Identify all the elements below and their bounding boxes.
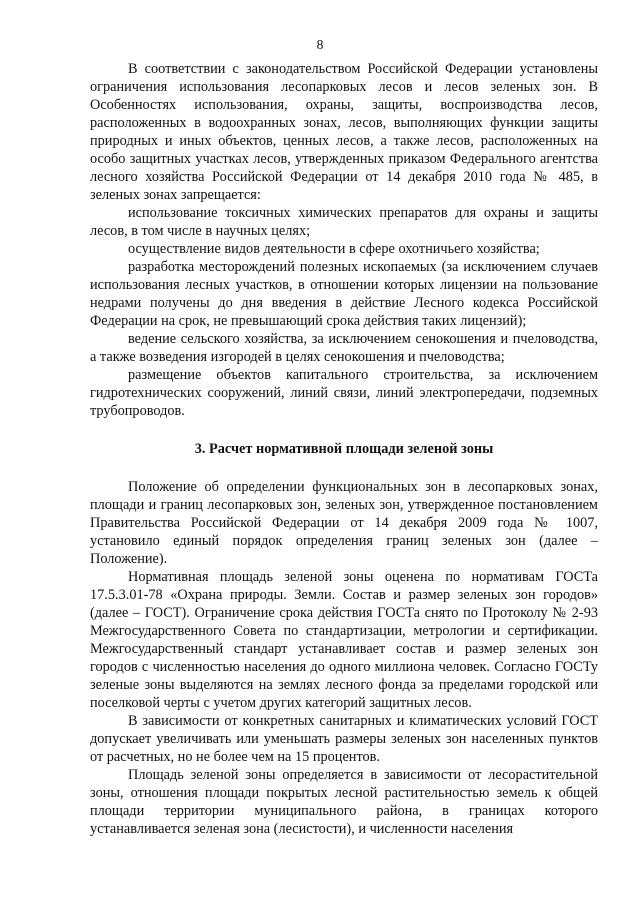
page-number: 8 [316, 37, 324, 52]
document-body [90, 60, 598, 838]
list-item: размещение объектов капитального строительства, за исключением гидротехнических сооружений, линий связи, линий электропередачи, подземных трубопроводов. [90, 367, 598, 419]
body-paragraph: Положение об определении функциональных зон в лесопарковых зонах, площади и границ лесопарковых зон, зеленых зон, утвержденное постановлением Правительства Российской Федерации от 14 декабря 2009 года № 1007, установило единый порядок определения границ зеленых зон (далее – Положение). [90, 479, 598, 567]
body-paragraph: Нормативная площадь зеленой зоны оценена по нормативам ГОСТа 17.5.3.01-78 «Охрана природы. Земли. Состав и размер зеленых зон городов» (далее – ГОСТ). Ограничение срока действия ГОСТа снято по Протоколу № 2-93 Межгосударственного Совета по стандартизации, метрологии и сертификации. Межгосударственный стандарт устанавливает состав и размер зеленых зон городов с численностью населения до одного миллиона человек. Согласно ГОСТу зеленые зоны выделяются на землях лесного фонда за пределами городской или поселковой черты с учетом других категорий защитных лесов. [90, 569, 598, 711]
body-paragraph: Площадь зеленой зоны определяется в зависимости от лесорастительной зоны, отношения площади покрытых лесной растительностью земель к общей площади территории муниципального района, в границах которого устанавливается зеленая зона (лесистости), и численности населения [90, 767, 598, 837]
intro-paragraph: В соответствии с законодательством Российской Федерации установлены ограничения использования лесопарковых лесов и лесов зеленых зон. В Особенностях использования, охраны, защиты, воспроизводства лесов, расположенных в водоохранных зонах, лесов, выполняющих функции защиты природных и иных объектов, ценных лесов, а также лесов, расположенных на особо защитных участках лесов, утвержденных приказом Федерального агентства лесного хозяйства Российской Федерации от 14 декабря 2010 года № 485, в зеленых зонах запрещается: [90, 61, 598, 203]
list-item: осуществление видов деятельности в сфере охотничьего хозяйства; [128, 241, 540, 257]
section-title: 3. Расчет нормативной площади зеленой зоны [194, 441, 494, 457]
body-paragraph: В зависимости от конкретных санитарных и климатических условий ГОСТ допускает увеличивать или уменьшать размеры зеленых зон населенных пунктов от расчетных, но не более чем на 15 процентов. [90, 713, 598, 765]
list-item: ведение сельского хозяйства, за исключением сенокошения и пчеловодства, а также возведения изгородей в целях сенокошения и пчеловодства; [90, 331, 598, 365]
list-item: использование токсичных химических препаратов для охраны и защиты лесов, в том числе в научных целях; [90, 205, 598, 239]
list-item: разработка месторождений полезных ископаемых (за исключением случаев использования лесных участков, в отношении которых лицензии на пользование недрами получены до дня введения в действие Лесного кодекса Российской Федерации на срок, не превышающий срока действия таких лицензий); [90, 259, 598, 329]
